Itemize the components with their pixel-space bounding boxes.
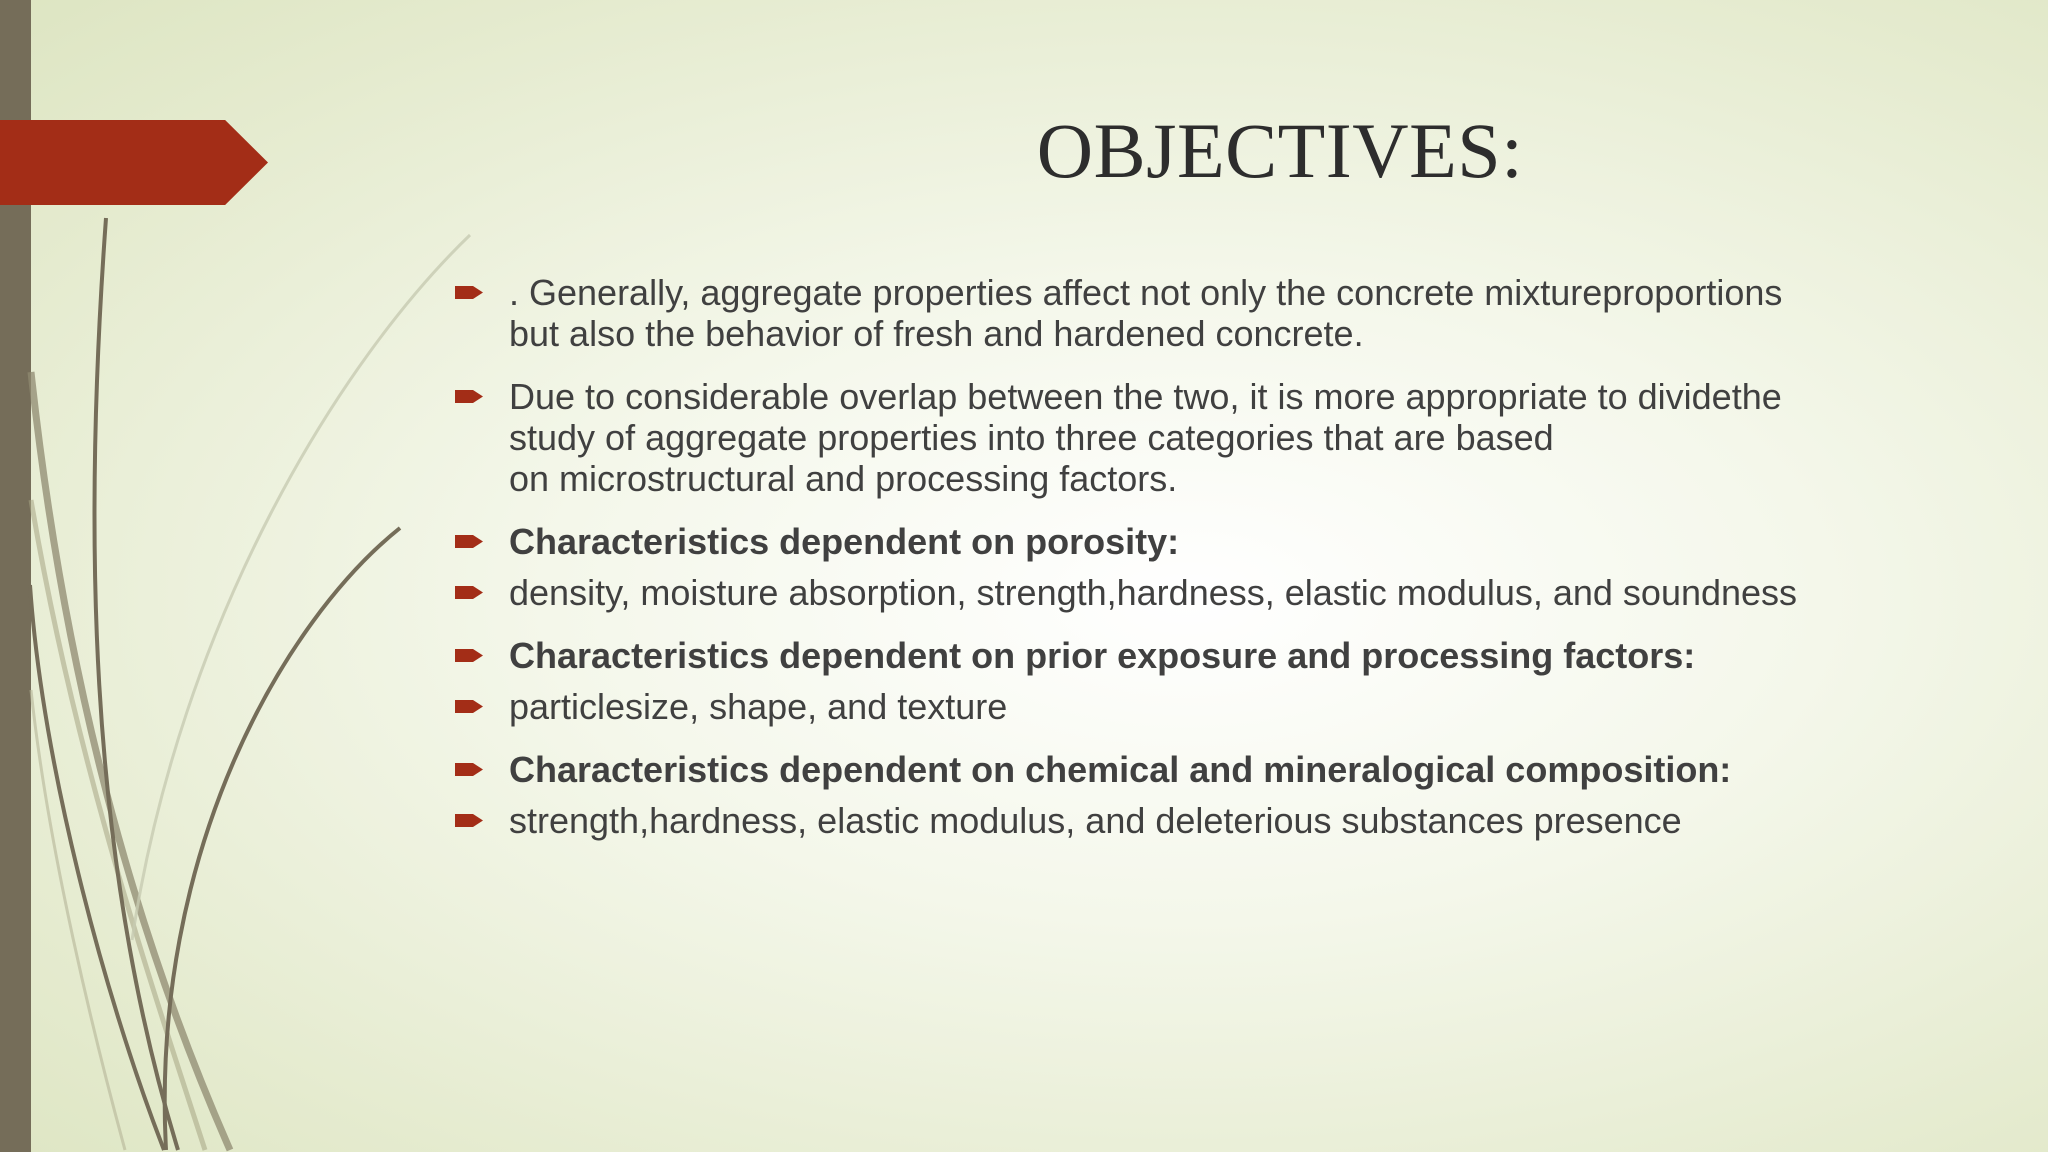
bullet-text: . Generally, aggregate properties affect not only the concrete mixtureproportions but also the behavior of fresh and hardened concrete. (509, 272, 1783, 354)
bullet-text: Characteristics dependent on chemical and mineralogical composition: (509, 749, 1732, 790)
slide-title: OBJECTIVES: (1036, 107, 1524, 194)
accent-flag (0, 120, 268, 205)
objective-bullet (455, 272, 1885, 354)
objective-bullet (455, 376, 1885, 499)
bullet-text: Characteristics dependent on prior exposure and processing factors: (509, 635, 1696, 676)
arrow-bullet-icon (455, 585, 483, 600)
arrow-bullet-icon (455, 285, 483, 300)
bullet-text: strength,hardness, elastic modulus, and deleterious substances presence (509, 800, 1682, 841)
objective-bullet-heading (455, 635, 1885, 676)
bullet-text: Characteristics dependent on porosity: (509, 521, 1180, 562)
bullet-text: Due to considerable overlap between the two, it is more appropriate to dividethe study of aggregate properties into three categories that are based on microstructural and processing factors. (509, 376, 1782, 499)
arrow-bullet-icon (455, 699, 483, 714)
objective-bullet (455, 572, 1885, 613)
arrow-bullet-icon (455, 762, 483, 777)
arrow-bullet-icon (455, 389, 483, 404)
objective-bullet (455, 800, 1885, 841)
objective-bullet (455, 686, 1885, 727)
objective-bullet-heading (455, 749, 1885, 790)
objective-bullet-heading (455, 521, 1885, 562)
arrow-bullet-icon (455, 534, 483, 549)
arrow-bullet-icon (455, 813, 483, 828)
arrow-bullet-icon (455, 648, 483, 663)
bullet-text: density, moisture absorption, strength,hardness, elastic modulus, and soundness (509, 572, 1798, 613)
bullet-text: particlesize, shape, and texture (509, 686, 1008, 727)
objective-bullets (455, 272, 1885, 841)
